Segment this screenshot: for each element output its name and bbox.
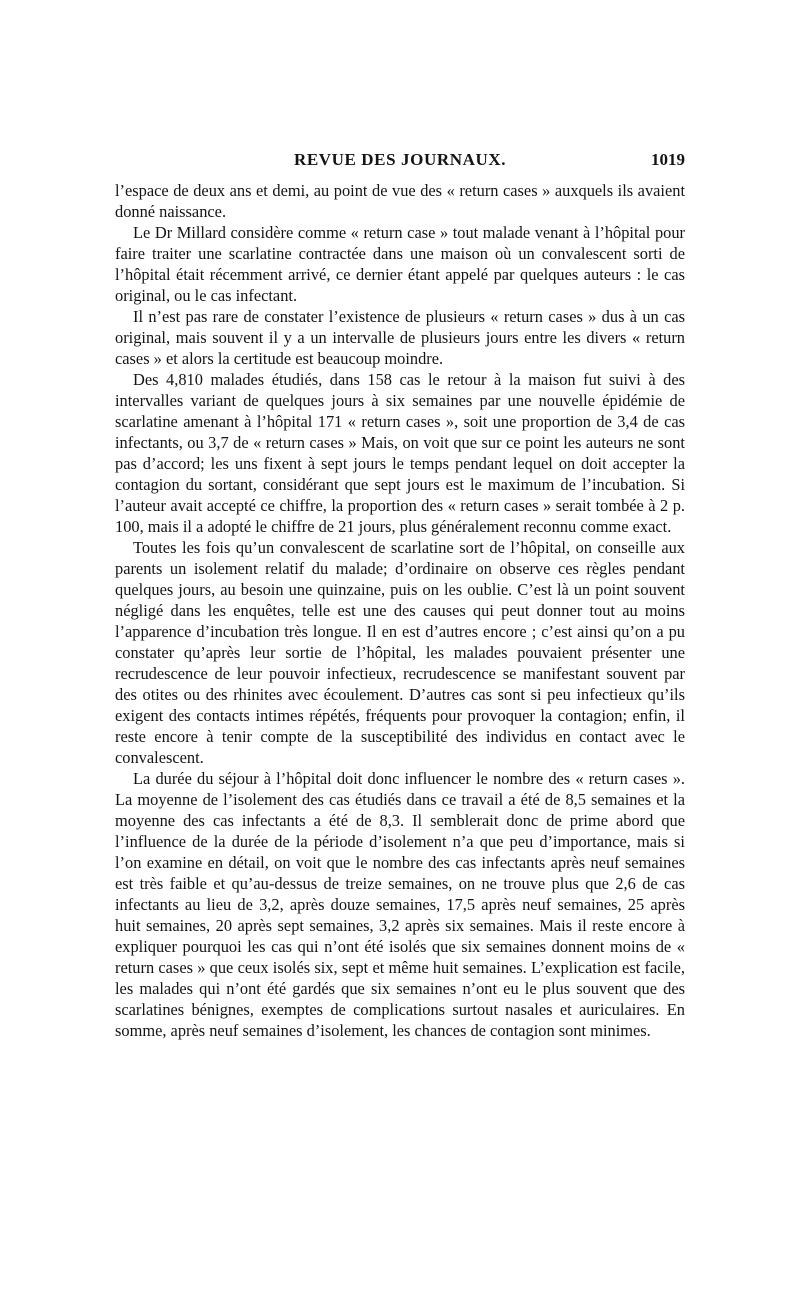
journal-page bbox=[115, 150, 685, 1041]
running-header bbox=[115, 150, 685, 180]
paragraph-definition: Le Dr Millard considère comme « return case » tout malade venant à l’hôpital pour faire traiter une scarlatine contractée dans une maison où un convalescent sorti de l’hôpital était récemment arrivé, ce dernier étant appelé par quelques auteurs : le cas original, ou le cas infectant. bbox=[115, 223, 685, 305]
paragraph-statistics: Des 4,810 malades étudiés, dans 158 cas le retour à la maison fut suivi à des intervalles variant de quelques jours à six semaines par une nouvelle épidémie de scarlatine amenant à l’hôpital 171 « return cases », soit une proportion de 3,4 de cas infectants, ou 3,7 de « return cases » Mais, on voit que sur ce point les auteurs ne sont pas d’accord; les uns fixent à sept jours le temps pendant lequel on doit accepter la contagion du sortant, considérant que sept jours est le maximum de l’incubation. Si l’auteur avait accepté ce chiffre, la proportion des « return cases » serait tombée à 2 p. 100, mais il a adopté le chiffre de 21 jours, plus généralement reconnu comme exact. bbox=[115, 370, 685, 536]
paragraph-continuation: l’espace de deux ans et demi, au point de vue des « return cases » auxquels ils avaient donné naissance. bbox=[115, 181, 685, 221]
paragraph-multiple-cases: Il n’est pas rare de constater l’existence de plusieurs « return cases » dus à un cas original, mais souvent il y a un intervalle de plusieurs jours entre les divers « return cases » et alors la certitude est beaucoup moindre. bbox=[115, 307, 685, 368]
page-number: 1019 bbox=[651, 150, 685, 169]
article-body bbox=[115, 180, 685, 1041]
running-title: REVUE DES JOURNAUX. bbox=[293, 150, 507, 169]
paragraph-isolation-advice: Toutes les fois qu’un convalescent de scarlatine sort de l’hôpital, on conseille aux parents un isolement relatif du malade; d’ordinaire on observe ces règles pendant quelques jours, au besoin une quinzaine, puis on les oublie. C’est là un point souvent négligé dans les enquêtes, telle est une des causes qui peut donner tout au moins l’apparence d’incubation très longue. Il en est d’autres encore ; c’est ainsi qu’on a pu constater qu’après leur sortie de l’hôpital, les malades pouvaient présenter une recrudescence de leur pouvoir infectieux, recrudescence se manifestant souvent par des otites ou des rhinites avec écoulement. D’autres cas sont si peu infectieux qu’ils exigent des contacts intimes répétés, fréquents pour provoquer la contagion; enfin, il reste encore à tenir compte de la susceptibilité des individus en contact avec le convalescent. bbox=[115, 538, 685, 767]
paragraph-hospital-stay: La durée du séjour à l’hôpital doit donc influencer le nombre des « return cases ». La moyenne de l’isolement des cas étudiés dans ce travail a été de 8,5 semaines et la moyenne des cas infectants a été de 8,3. Il semblerait donc de prime abord que l’influence de la durée de la période d’isolement n’a que peu d’importance, mais si l’on examine en détail, on voit que le nombre des cas infectants après neuf semaines est très faible et qu’au-dessus de treize semaines, on ne trouve plus que 2,6 de cas infectants au lieu de 3,2, après douze semaines, 17,5 après neuf semaines, 25 après huit semaines, 20 après sept semaines, 3,2 après six semaines. Mais il reste encore à expliquer pourquoi les cas qui n’ont été isolés que six semaines donnent moins de « return cases » que ceux isolés six, sept et même huit semaines. L’explication est facile, les malades qui n’ont été gardés que six semaines n’ont eu le plus souvent que des scarlatines bénignes, exemptes de complications surtout nasales et auriculaires. En somme, après neuf semaines d’isolement, les chances de contagion sont minimes. bbox=[115, 769, 685, 1040]
